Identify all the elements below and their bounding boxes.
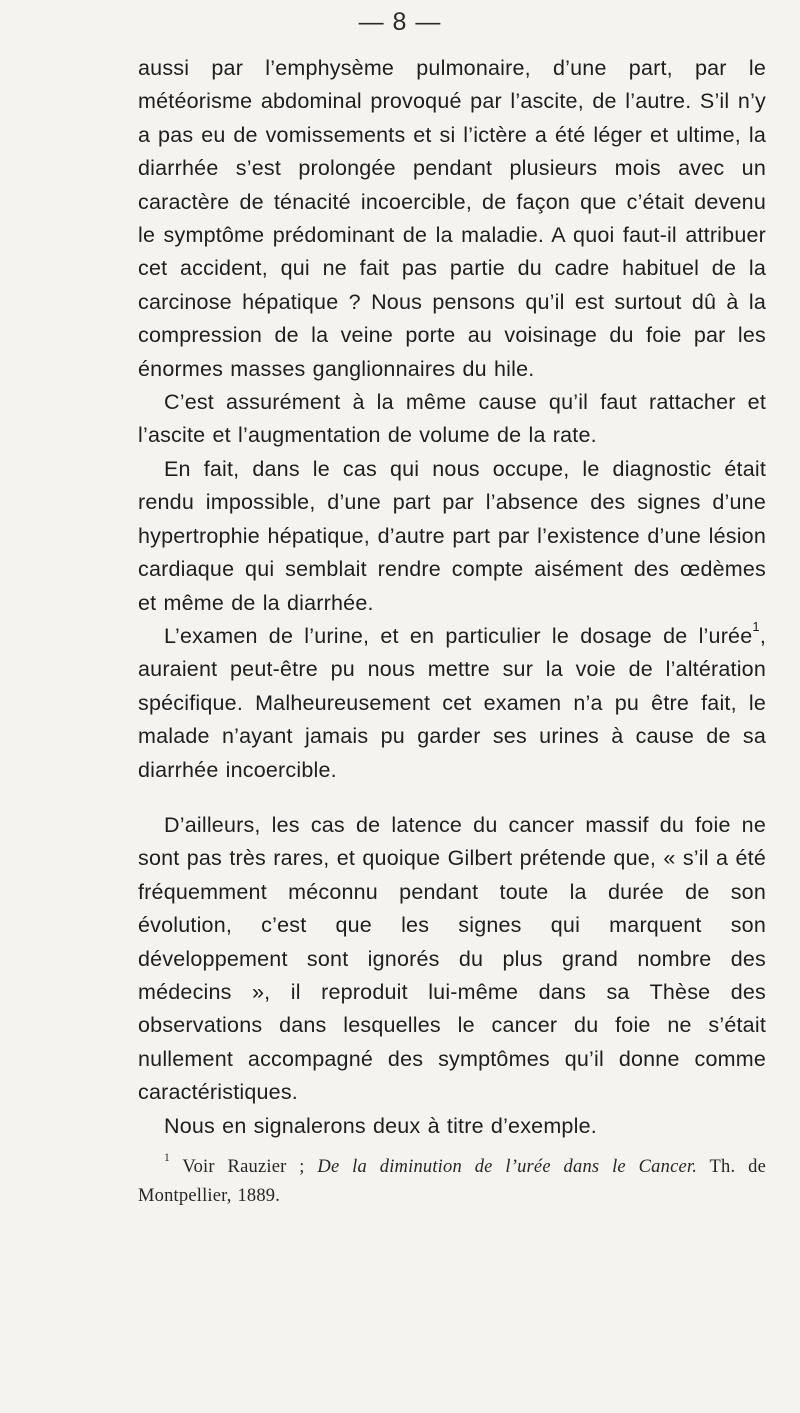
- page-number: — 8 —: [358, 8, 442, 36]
- paragraph-ascite-rate: C’est assurément à la même cause qu’il faut rattacher et l’ascite et l’augmentation de volume de la rate.: [138, 390, 766, 448]
- footnote-reference[interactable]: 1: [752, 618, 760, 634]
- paragraph-text-after-ref: , auraient peut-être pu nous mettre sur la voie de l’altération spécifique. Malheureusement cet examen n’a pu être fait, le malade n’ayant jamais pu garder ses urines à cause de sa diarrhée incoercible.: [138, 623, 766, 782]
- paragraph-exemples: Nous en signalerons deux à titre d’exemple.: [164, 1113, 597, 1138]
- footnote-author: Voir Rauzier ;: [182, 1157, 305, 1177]
- paragraph-examen-urine: [138, 620, 766, 787]
- paragraph-continuation: aussi par l’emphysème pulmonaire, d’une part, par le météorisme abdominal provoqué par l’ascite, de l’autre. S’il n’y a pas eu de vomissements et si l’ictère a été léger et ultime, la diarrhée s’est prolongée pendant plusieurs mois avec un caractère de ténacité incoercible, de façon que c’était devenu le symptôme prédominant de la maladie. A quoi faut-il attribuer cet accident, qui ne fait pas partie du cadre habituel de la carcinose hépatique ? Nous pensons qu’il est surtout dû à la compression de la veine porte au voisinage du foie par les énormes masses ganglionnaires du hile.: [138, 56, 766, 381]
- paragraph-diagnostic: En fait, dans le cas qui nous occupe, le diagnostic était rendu impossible, d’une part par l’absence des signes d’une hypertrophie hépatique, d’autre part par l’existence d’une lésion cardiaque qui semblait rendre compte aisément des œdèmes et même de la diarrhée.: [138, 456, 766, 615]
- footnote-title: De la diminution de l’urée dans le Cancer.: [317, 1157, 698, 1177]
- body-text: [138, 52, 766, 1230]
- paragraph-text-before-ref: L’examen de l’urine, et en particulier le dosage de l’urée: [164, 623, 753, 648]
- footnote: [138, 1153, 766, 1211]
- footnote-marker: 1: [164, 1152, 170, 1164]
- paragraph-latence-cancer: D’ailleurs, les cas de latence du cancer massif du foie ne sont pas très rares, et quoique Gilbert prétende que, « s’il a été fréquemment méconnu pendant toute la durée de son évolution, c’est que les signes qui marquent son développement sont ignorés du plus grand nombre des médecins », il reproduit lui-même dans sa Thèse des observations dans lesquelles le cancer du foie ne s’était nullement accompagné des symptômes qu’il donne comme caractéristiques.: [138, 812, 766, 1105]
- footnote-rest: Th. de Montpellier, 1889.: [138, 1157, 766, 1206]
